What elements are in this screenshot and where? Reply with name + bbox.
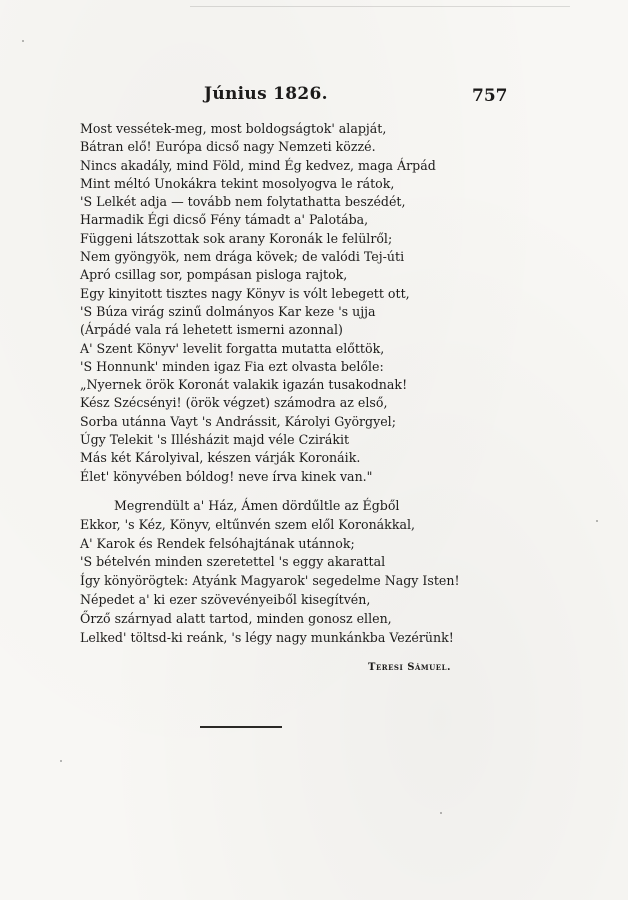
paper-speck [596,520,598,522]
closing-rule [200,726,282,728]
poem-line: Bátran elő! Európa dicső nagy Nemzeti közzé. [80,139,376,155]
poem-line: Így könyörögtek: Atyánk Magyarok' segedelme Nagy Isten! [80,573,460,589]
poem-line: Nincs akadály, mind Föld, mind Ég kedvez, maga Árpád [80,157,436,173]
poem-line: Más két Károlyival, készen várják Koronáik. [80,450,361,466]
author-signature: Teresi Sámuel. [368,662,451,673]
page-header [80,84,520,114]
poem-line: A' Karok és Rendek felsóhajtának utánnok; [80,535,355,551]
poem-line: Mint méltó Unokákra tekint mosolyogva le rátok, [80,175,395,191]
poem-line: Apró csillag sor, pompásan pisloga rajtok, [80,267,348,283]
poem-stanza-1 [80,120,550,486]
poem-stanza-2 [80,497,550,647]
poem-line: A' Szent Könyv' levelit forgatta mutatta előttök, [80,340,385,356]
running-head: Június 1826. [204,84,328,104]
poem-line: Egy kinyitott tisztes nagy Könyv is vólt lebegett ott, [80,285,410,301]
poem-line: Kész Szécsényi! (örök végzet) számodra az első, [80,395,388,411]
poem-line: 'S Búza virág szinű dolmányos Kar keze 's ujja [80,303,376,319]
poem-line: Most vessétek-meg, most boldogságtok' alapját, [80,121,387,136]
poem-line: Sorba utánna Vayt 's Andrássit, Károlyi Györgyel; [80,413,396,429]
poem-line: Nem gyöngyök, nem drága kövek; de valódi Tej-úti [80,249,405,265]
poem-line: Őrző szárnyad alatt tartod, minden gonosz ellen, [80,610,392,626]
top-edge-line [190,6,570,7]
page-number: 757 [472,86,508,106]
paper-speck [60,760,62,762]
poem-line: 'S Lelkét adja — tovább nem folytathatta beszédét, [80,194,406,210]
paper-speck [440,812,442,814]
poem-line: Függeni látszottak sok arany Koronák le felülről; [80,230,393,246]
poem-line: 'S Honnunk' minden igaz Fia ezt olvasta belőle: [80,358,384,374]
poem-line: Megrendült a' Ház, Ámen dördűltle az Égből [114,498,400,513]
poem-line: Népedet a' ki ezer szövevényeiből kisegítvén, [80,591,371,607]
poem-line: Ekkor, 's Kéz, Könyv, eltűnvén szem elől Koronákkal, [80,516,415,532]
poem-line: Élet' könyvében bóldog! neve írva kinek van." [80,468,373,484]
poem-line: Harmadik Égi dicső Fény támadt a' Palotába, [80,212,369,228]
poem-line: „Nyernek örök Koronát valakik igazán tusakodnak! [80,377,408,393]
poem-line: (Árpádé vala rá lehetett ismerni azonnal) [80,322,343,338]
paper-speck [22,40,24,42]
poem-line: Úgy Telekit 's Illésházit majd véle Czirákit [80,432,350,448]
poem-line: 'S bételvén minden szeretettel 's eggy akarattal [80,554,386,570]
poem-line: Lelked' töltsd-ki reánk, 's légy nagy munkánkba Vezérünk! [80,629,454,645]
